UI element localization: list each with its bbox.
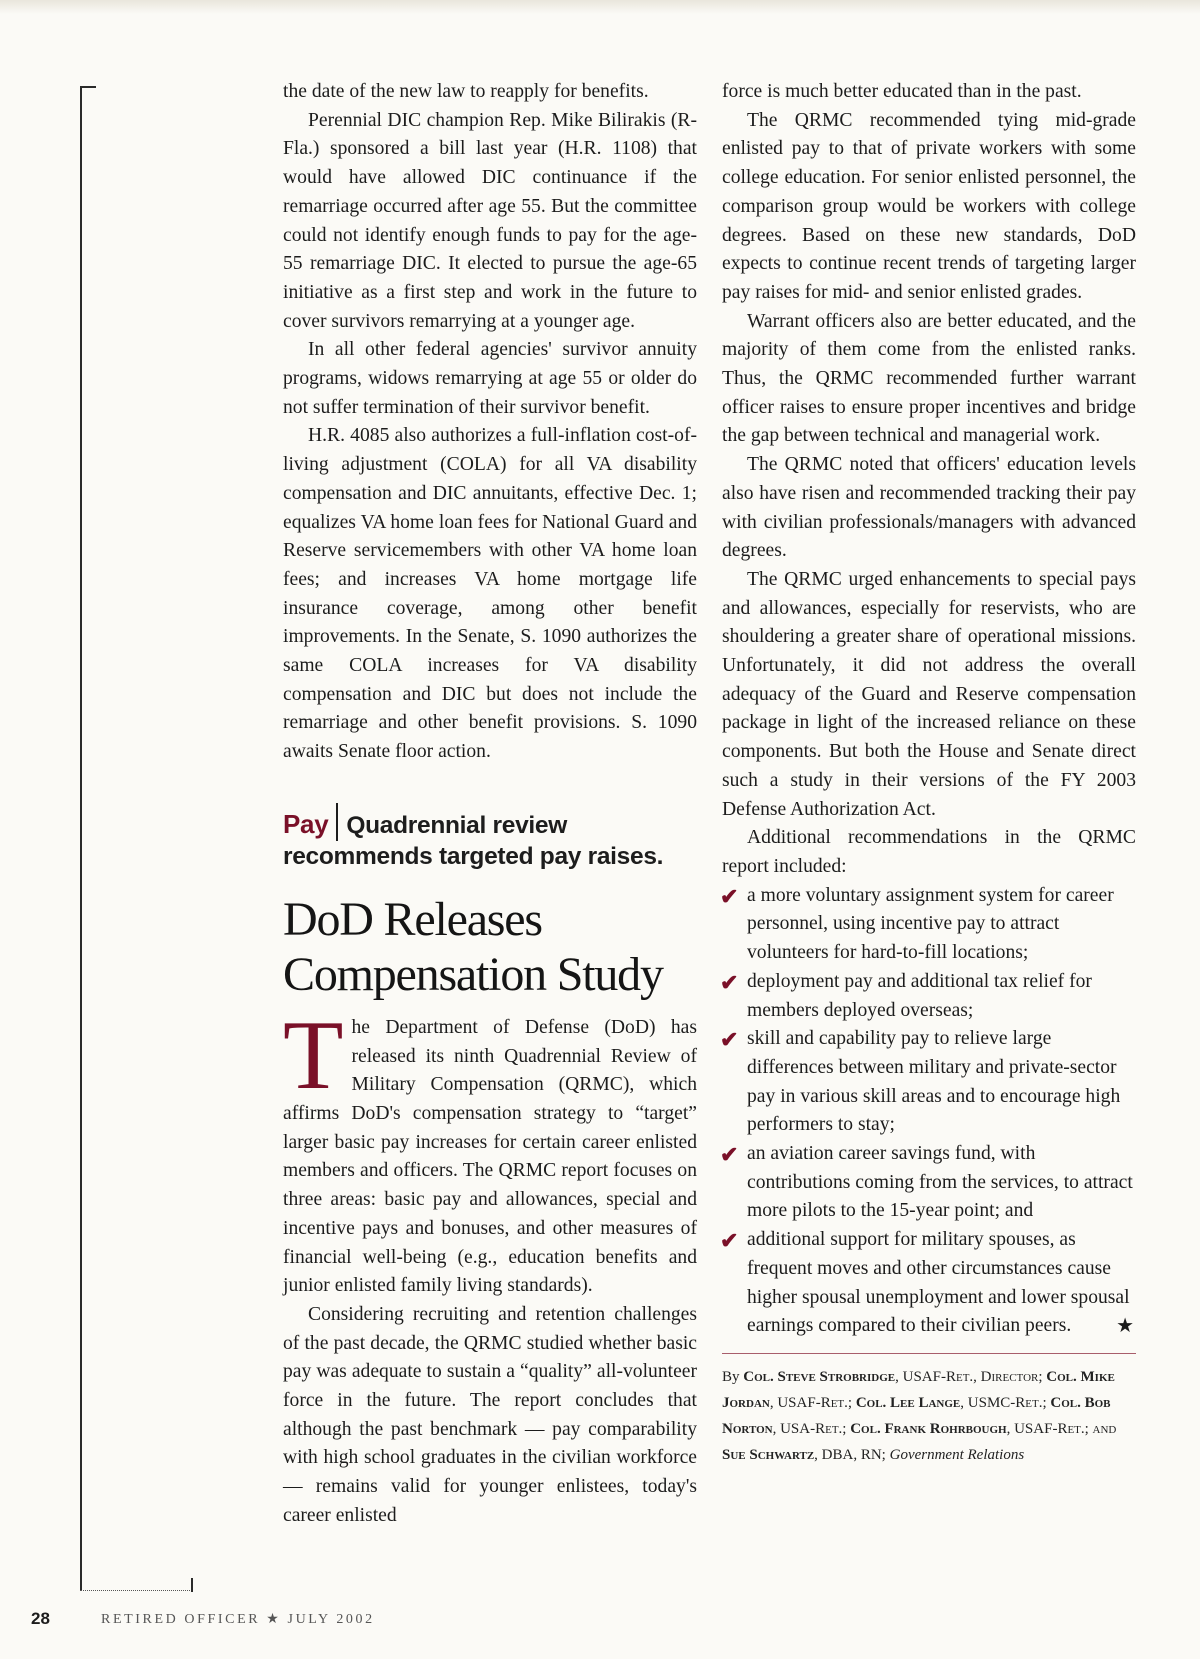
kicker-text: Quadrennial review recommends targeted pay raises. bbox=[283, 811, 664, 870]
paragraph: H.R. 4085 also authorizes a full-inflation cost-of-living adjustment (COLA) for all VA disability compensation and DIC annuitants, effective Dec. 1; equalizes VA home loan fees for National Guard and Reserve servicemembers with other VA home loan fees; and increases VA home mortgage life insurance coverage, among other benefit improvements. In the Senate, S. 1090 authorizes the same COLA increases for VA disability compensation and DIC but does not include the remarriage and other benefit provisions. S. 1090 awaits Senate floor action. bbox=[283, 425, 697, 763]
list-item: ✔ a more voluntary assignment system for career personnel, using incentive pay to attract volunteers for hard-to-fill locations; bbox=[720, 883, 1114, 964]
department-name: Government Relations bbox=[889, 1446, 1025, 1463]
list-item: ✔ deployment pay and additional tax relief for members deployed overseas; bbox=[720, 969, 1092, 1021]
kicker-divider bbox=[336, 803, 338, 841]
bottom-rule-tick bbox=[191, 1578, 193, 1592]
checkmark-icon: ✔ bbox=[720, 1027, 739, 1053]
author-name: Sue Schwartz bbox=[722, 1446, 815, 1463]
checkmark-icon: ✔ bbox=[720, 1228, 739, 1254]
paragraph: The QRMC urged enhancements to special pays and allowances, especially for reservists, who are shouldering a greater share of operational missions. Unfortunately, it did not address the overall adequacy of the Guard and Reserve compensation package in light of the increased reliance on these components. But both the House and Senate direct such a study in their versions of the FY 2003 Defense Authorization Act. bbox=[722, 568, 1136, 820]
author-name: Col. Steve Strobridge bbox=[743, 1368, 896, 1385]
left-rule-top-tick bbox=[80, 86, 96, 88]
list-item: ✔ additional support for military spouses, as frequent moves and other circumstances cause higher spousal unemployment and lower spousal earnings compared to their civilian peers. ★ bbox=[722, 1226, 1136, 1341]
paragraph: Additional recommendations in the QRMC report included: bbox=[722, 827, 1136, 877]
list-item: ✔ an aviation career savings fund, with contributions coming from the services, to attract more pilots to the 15-year point; and bbox=[720, 1142, 1133, 1222]
scan-shadow bbox=[0, 0, 1200, 14]
checkmark-icon: ✔ bbox=[720, 883, 739, 909]
section-kicker bbox=[283, 803, 697, 872]
credit-divider bbox=[722, 1353, 1136, 1354]
lead-text: he Department of Defense (DoD) has released its ninth Quadrennial Review of Military Compensation (QRMC), which affirms DoD's compensation strategy to “target” larger basic pay increases for certain career enlisted members and officers. The QRMC report focuses on three areas: basic pay and allowances, special and incentive pays and bonuses, and other measures of financial well-being (e.g., education benefits and junior enlisted family living standards). bbox=[283, 1016, 697, 1297]
paragraph: In all other federal agencies' survivor annuity programs, widows remarrying at age 55 or older do not suffer termination of their survivor benefit. bbox=[283, 339, 697, 418]
article-headline: DoD Releases Compensation Study bbox=[283, 892, 663, 1001]
left-margin-rule bbox=[80, 86, 82, 1590]
paragraph: Considering recruiting and retention challenges of the past decade, the QRMC studied whether basic pay was adequate to sustain a “quality” all-volunteer force in the future. The report concludes that although the past benchmark — pay comparability with high school graduates in the civilian workforce — remains valid for younger enlistees, today's career enlisted bbox=[283, 1303, 697, 1526]
paragraph: The QRMC recommended tying mid-grade enlisted pay to that of private workers with some college education. For senior enlisted personnel, the comparison group would be workers with college degrees. Based on these new standards, DoD expects to continue recent trends of targeting larger pay raises for mid- and senior enlisted grades. bbox=[722, 109, 1136, 303]
end-star-icon: ★ bbox=[1116, 1315, 1134, 1338]
paragraph-continued: the date of the new law to reapply for benefits. bbox=[283, 81, 649, 102]
column-right bbox=[722, 78, 1136, 1468]
byline-credit: By Col. Steve Strobridge, USAF-Ret., Director; Col. Mike Jordan, USAF-Ret.; Col. Lee Lange, USMC-Ret.; Col. Bob Norton, USA-Ret.; Col. Frank Rohrbough, USAF-Ret.; and Sue Schwartz, DBA, RN; Government Relations bbox=[722, 1368, 1117, 1463]
recommendations-list bbox=[722, 882, 1136, 1341]
paragraph: The QRMC noted that officers' education levels also have risen and recommended tracking their pay with civilian professionals/managers with advanced degrees. bbox=[722, 454, 1136, 562]
drop-cap: T bbox=[283, 1000, 344, 1110]
paragraph: Perennial DIC champion Rep. Mike Bilirakis (R-Fla.) sponsored a bill last year (H.R. 1108) that would have allowed DIC continuance if the remarriage occurred after age 55. But the committee could not identify enough funds to pay for the age-55 remarriage DIC. It elected to pursue the age-65 initiative as a first step and work in the future to cover survivors remarrying at a younger age. bbox=[283, 109, 697, 332]
bottom-dotted-rule bbox=[80, 1590, 192, 1591]
author-name: Col. Lee Lange bbox=[855, 1394, 961, 1411]
lead-paragraph bbox=[283, 1000, 697, 1301]
author-name: Col. Mike Jordan bbox=[722, 1368, 1115, 1411]
author-name: Col. Bob Norton bbox=[722, 1394, 1111, 1437]
checkmark-icon: ✔ bbox=[720, 969, 739, 995]
author-name: Col. Frank Rohrbough bbox=[850, 1420, 1007, 1437]
checkmark-icon: ✔ bbox=[720, 1142, 739, 1168]
paragraph-continued: force is much better educated than in the past. bbox=[722, 81, 1082, 102]
kicker-keyword: Pay bbox=[283, 808, 329, 839]
list-item: ✔ skill and capability pay to relieve large differences between military and private-sector pay in various skill areas and to encourage high performers to stay; bbox=[720, 1027, 1121, 1136]
paragraph: Warrant officers also are better educated, and the majority of them come from the enlisted ranks. Thus, the QRMC recommended further warrant officer raises to ensure proper incentives and bridge the gap between technical and managerial work. bbox=[722, 310, 1136, 447]
page-number: 28 bbox=[31, 1609, 50, 1628]
column-left bbox=[283, 78, 697, 1531]
running-footer: RETIRED OFFICER ★ JULY 2002 bbox=[101, 1612, 375, 1627]
